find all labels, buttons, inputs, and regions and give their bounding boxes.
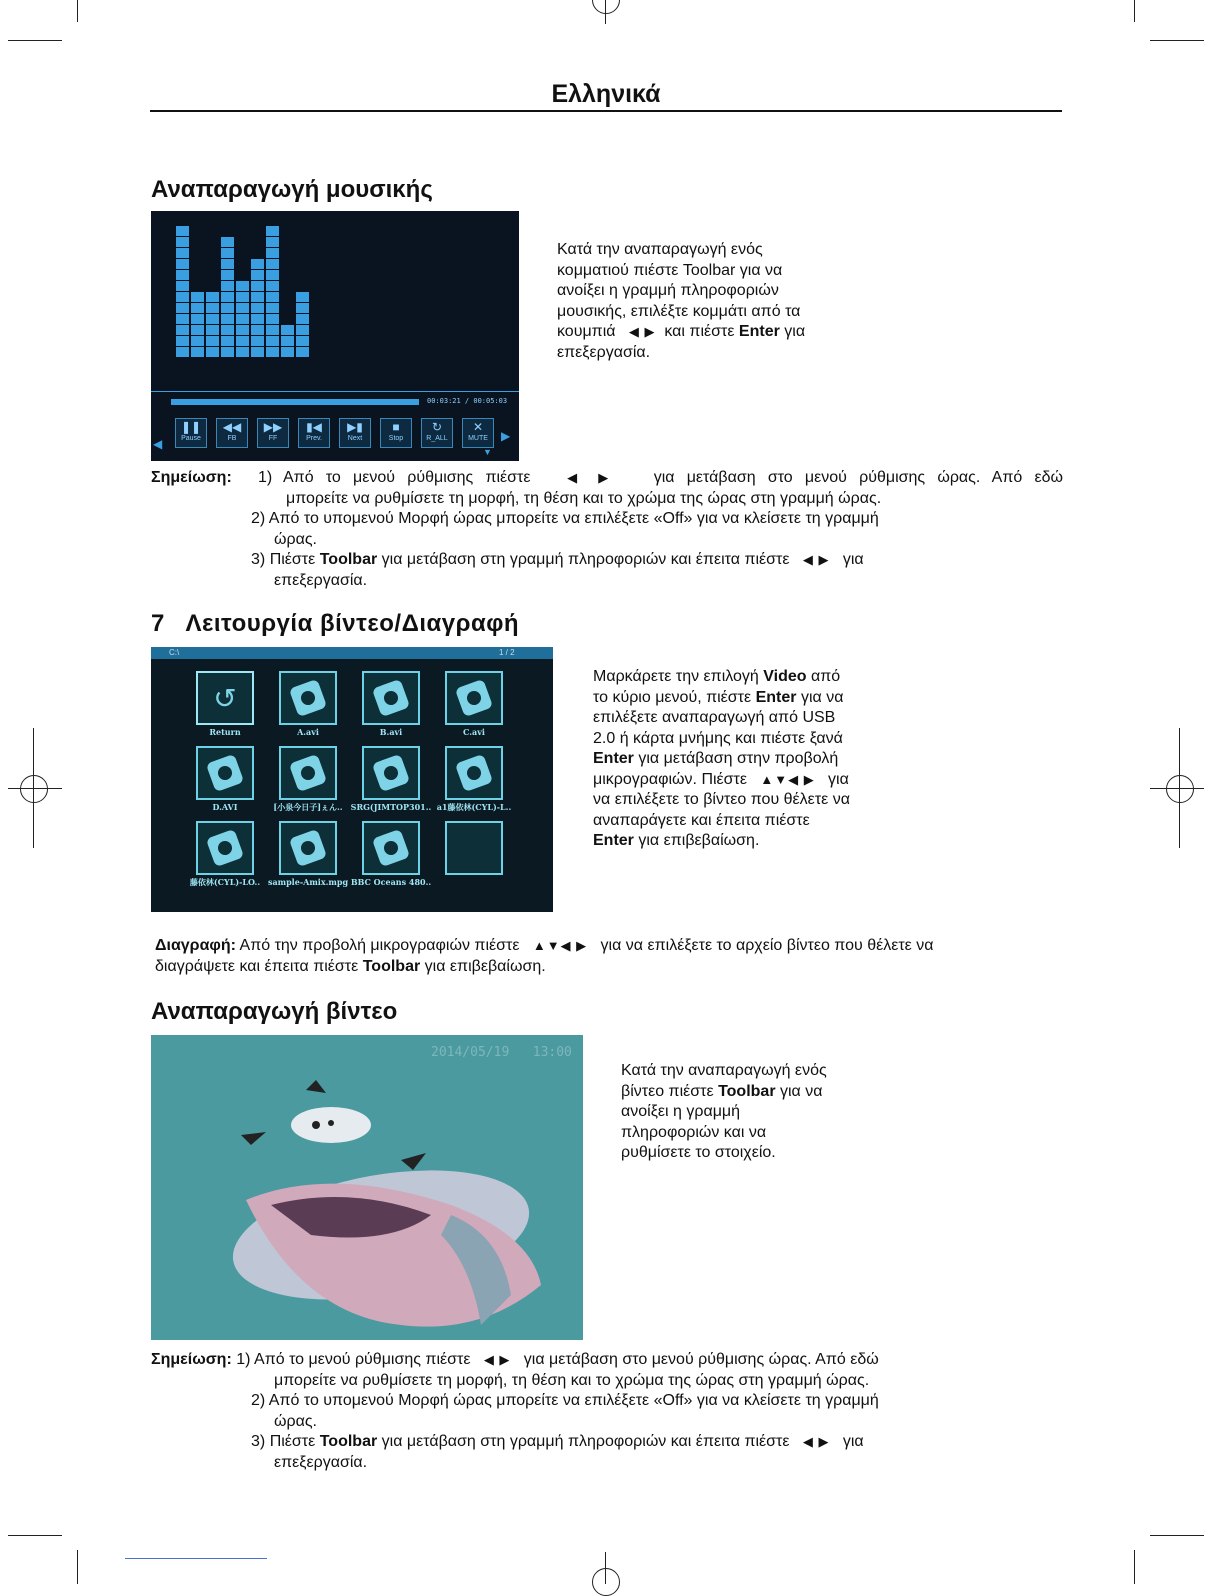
registration-mark xyxy=(605,1552,606,1584)
equalizer-block xyxy=(206,325,219,335)
equalizer-block xyxy=(206,303,219,313)
music-heading: Αναπαραγωγή μουσικής xyxy=(151,176,433,203)
equalizer-block xyxy=(191,314,204,324)
note-line xyxy=(155,936,1065,957)
video-thumbnail[interactable] xyxy=(196,746,254,800)
thumbnail-label: C.avi xyxy=(463,727,485,737)
toolbar-button[interactable] xyxy=(462,418,494,448)
text-fragment: για να xyxy=(780,1082,823,1100)
note-label: Σημείωση: xyxy=(151,1351,232,1368)
thumbnail-label: 藤依林(CYL)-LO.. xyxy=(189,877,261,887)
note-line: επεξεργασία. xyxy=(274,1453,368,1471)
toolbar-right-arrow-icon: ▶ xyxy=(501,429,511,443)
thumbnail-label: [小泉今日子]ぇん.. xyxy=(273,802,343,812)
equalizer-block xyxy=(221,237,234,247)
toolbar-button-icon: ▶▶ xyxy=(263,420,283,434)
text-fragment: κουμπιά xyxy=(557,323,616,340)
text-line xyxy=(593,688,923,709)
text-fragment: για μετάβαση στη γραμμή πληροφοριών και έπειτα πιέστε xyxy=(381,551,790,568)
toolbar-button-icon: ▶▮ xyxy=(347,420,363,434)
text-fragment: Από την προβολή μικρογραφιών πιέστε xyxy=(239,937,520,954)
text-fragment: Enter xyxy=(593,750,634,767)
footer-line xyxy=(125,1558,267,1559)
equalizer-block xyxy=(191,336,204,346)
equalizer-block xyxy=(296,314,309,324)
video-frame-image xyxy=(151,1035,583,1340)
text-line: 2.0 ή κάρτα μνήμης και πιέστε ξανά xyxy=(593,729,843,747)
text-line xyxy=(593,667,923,688)
toolbar-button-label: Pause xyxy=(181,435,201,442)
divider xyxy=(151,391,519,392)
film-reel-icon xyxy=(372,679,410,717)
equalizer-block xyxy=(191,325,204,335)
video-thumbnail[interactable] xyxy=(362,821,420,875)
equalizer-block xyxy=(281,336,294,346)
text-fragment: για μετάβαση στη γραμμή πληροφοριών και έπειτα πιέστε xyxy=(381,1433,790,1450)
equalizer-block xyxy=(296,303,309,313)
crop-mark xyxy=(8,1535,62,1536)
text-fragment: Enter xyxy=(738,323,780,340)
video-thumbnail[interactable] xyxy=(196,821,254,875)
film-reel-icon xyxy=(289,754,327,792)
thumbnail-label: BBC Oceans 480.. xyxy=(350,877,432,887)
crop-mark xyxy=(8,40,62,41)
header-rule xyxy=(150,110,1062,112)
toolbar-button[interactable] xyxy=(298,418,330,448)
equalizer-block xyxy=(266,248,279,258)
crop-mark xyxy=(1150,1535,1204,1536)
equalizer-block xyxy=(221,259,234,269)
text-line: Κατά την αναπαραγωγή ενός xyxy=(557,241,763,258)
equalizer-block xyxy=(236,281,249,291)
equalizer-block xyxy=(266,237,279,247)
toolbar-button-label: Next xyxy=(347,435,363,442)
equalizer-block xyxy=(251,314,264,324)
video-thumbnail[interactable] xyxy=(362,746,420,800)
text-line: κομματιού πιέστε Toolbar για να xyxy=(557,261,783,279)
return-thumbnail[interactable] xyxy=(196,671,254,725)
equalizer-block xyxy=(236,314,249,324)
time-readout: 00:03:21 / 00:05:03 xyxy=(427,397,508,405)
equalizer-block xyxy=(236,336,249,346)
video-play-description xyxy=(621,1061,921,1164)
text-fragment: διαγράψετε και έπειτα πιέστε xyxy=(155,957,359,975)
equalizer-block xyxy=(236,325,249,335)
toolbar-button-label: R_ALL xyxy=(426,435,448,442)
text-fragment: για να επιλέξετε το αρχείο βίντεο που θέλετε να xyxy=(600,937,934,954)
note-line: μπορείτε να ρυθμίσετε τη μορφή, τη θέση και το χρώμα της ώρας στη γραμμή ώρας. xyxy=(286,489,882,507)
note-number: 1) xyxy=(258,469,273,486)
page-header-title: Ελληνικά xyxy=(551,80,661,108)
text-fragment: Πιέστε xyxy=(269,551,316,568)
text-fragment: Enter xyxy=(593,832,634,849)
film-reel-icon xyxy=(206,754,244,792)
toolbar-button-icon: ❚❚ xyxy=(180,420,202,434)
crop-mark xyxy=(1134,1550,1135,1584)
text-fragment: για να xyxy=(800,688,844,706)
film-reel-icon xyxy=(206,829,244,867)
text-fragment: Enter xyxy=(755,688,797,706)
equalizer-block xyxy=(221,325,234,335)
text-line xyxy=(593,749,923,770)
thumbnail-label: a1藤依林(CYL)-L.. xyxy=(436,802,512,812)
note-line xyxy=(151,1432,1063,1453)
toolbar-button-label: FB xyxy=(227,435,237,442)
equalizer-block xyxy=(206,347,219,357)
progress-bar xyxy=(171,399,419,405)
toolbar-button-icon: ■ xyxy=(392,420,400,434)
toolbar-button[interactable] xyxy=(339,418,371,448)
text-fragment: μικρογραφιών. Πιέστε xyxy=(593,770,748,788)
text-line: να επιλέξετε το βίντεο που θέλετε να xyxy=(593,791,850,808)
left-right-arrows-icon: ◀ ▶ xyxy=(628,324,656,339)
note-text xyxy=(283,468,1063,489)
toolbar-button[interactable] xyxy=(421,418,453,448)
equalizer-block xyxy=(176,292,189,302)
equalizer-block xyxy=(266,303,279,313)
equalizer-block xyxy=(176,270,189,280)
text-fragment: βίντεο πιέστε xyxy=(621,1082,714,1100)
video-thumbnail[interactable] xyxy=(362,671,420,725)
equalizer-block xyxy=(176,248,189,258)
equalizer-block xyxy=(251,292,264,302)
note-line xyxy=(151,1391,1063,1412)
film-reel-icon xyxy=(455,754,493,792)
equalizer-block xyxy=(266,347,279,357)
registration-mark xyxy=(20,775,48,803)
note-number: 2) xyxy=(251,1392,266,1409)
equalizer-block xyxy=(266,314,279,324)
equalizer-block xyxy=(176,237,189,247)
text-line: επιλέξετε αναπαραγωγή από USB xyxy=(593,709,836,726)
equalizer-block xyxy=(176,281,189,291)
thumbnail-label: D.AVI xyxy=(212,802,238,812)
equalizer-block xyxy=(221,292,234,302)
film-reel-icon xyxy=(372,754,410,792)
equalizer-block xyxy=(206,314,219,324)
direction-arrows-icon: ▲▼◀ ▶ xyxy=(760,771,815,787)
equalizer-block xyxy=(191,292,204,302)
equalizer-block xyxy=(251,347,264,357)
thumbnail-label: B.avi xyxy=(379,727,403,737)
video-play-heading: Αναπαραγωγή βίντεο xyxy=(151,998,398,1025)
crop-mark xyxy=(1150,40,1204,41)
equalizer-block xyxy=(206,292,219,302)
registration-mark xyxy=(592,0,620,14)
text-line xyxy=(593,770,923,791)
toolbar-down-arrow-icon: ▼ xyxy=(483,447,492,457)
text-fragment: για μετάβαση στην προβολή xyxy=(638,750,839,767)
video-delete-heading: 7 Λειτουργία βίντεο/Διαγραφή xyxy=(151,610,520,637)
note-number: 3) xyxy=(251,551,266,568)
equalizer-block xyxy=(251,270,264,280)
note-number: 1) xyxy=(236,1351,251,1368)
text-line xyxy=(557,322,887,343)
equalizer-block xyxy=(176,314,189,324)
text-line: ρυθμίσετε το στοιχείο. xyxy=(621,1144,776,1161)
text-line: επεξεργασία. xyxy=(557,343,651,361)
note-label: Διαγραφή: xyxy=(155,937,236,954)
text-fragment: Πιέστε xyxy=(269,1433,316,1450)
equalizer-block xyxy=(266,270,279,280)
equalizer-bars xyxy=(176,219,336,359)
equalizer-block xyxy=(176,303,189,313)
text-line xyxy=(621,1082,921,1103)
timestamp-overlay: 2014/05/19 13:00 xyxy=(431,1045,572,1060)
registration-mark xyxy=(8,788,62,789)
equalizer-block xyxy=(251,336,264,346)
text-line: αναπαράγετε και έπειτα πιέστε xyxy=(593,811,810,829)
crop-mark xyxy=(77,1550,78,1584)
equalizer-block xyxy=(221,336,234,346)
equalizer-block xyxy=(266,226,279,236)
text-fragment: για xyxy=(828,770,849,788)
note-label: Σημείωση: xyxy=(151,469,232,486)
equalizer-block xyxy=(236,292,249,302)
note-number: 2) xyxy=(251,510,266,527)
text-fragment: για μετάβαση στο μενού ρύθμισης ώρας. Από εδώ xyxy=(653,469,1064,486)
text-fragment: Toolbar xyxy=(718,1082,776,1100)
toolbar-button-label: Prev. xyxy=(306,435,322,442)
toolbar-button[interactable] xyxy=(257,418,289,448)
equalizer-block xyxy=(176,259,189,269)
thumbnail-label: Return xyxy=(209,727,241,737)
text-fragment: για xyxy=(842,551,864,568)
toolbar-button[interactable] xyxy=(380,418,412,448)
video-playback-screenshot xyxy=(151,1035,583,1340)
music-player-screenshot xyxy=(151,211,519,461)
note-line xyxy=(151,468,1063,489)
equalizer-block xyxy=(176,347,189,357)
equalizer-block xyxy=(206,336,219,346)
note-line: ώρας. xyxy=(274,1412,317,1430)
text-fragment: Video xyxy=(763,668,807,685)
equalizer-block xyxy=(191,347,204,357)
equalizer-block xyxy=(251,259,264,269)
film-reel-icon xyxy=(372,829,410,867)
text-fragment: για xyxy=(842,1433,864,1450)
crop-mark xyxy=(77,0,78,22)
toolbar-button-label: MUTE xyxy=(468,435,488,442)
video-thumbnail[interactable] xyxy=(445,821,503,875)
screen-top-bar xyxy=(151,647,553,659)
video-thumbnail[interactable] xyxy=(445,746,503,800)
page-indicator: 1 / 2 xyxy=(499,648,515,657)
direction-arrows-icon: ▲▼◀ ▶ xyxy=(532,938,588,953)
equalizer-block xyxy=(266,336,279,346)
registration-mark xyxy=(1166,775,1194,803)
left-right-arrows-icon: ◀ ▶ xyxy=(567,470,618,485)
note-block xyxy=(151,1350,1063,1473)
text-line: πληροφοριών και να xyxy=(621,1123,767,1141)
note-line xyxy=(151,509,1063,530)
delete-note xyxy=(155,936,1065,977)
toolbar-button[interactable] xyxy=(175,418,207,448)
text-line xyxy=(593,831,923,852)
toolbar-button-icon: ↻ xyxy=(431,420,443,434)
equalizer-block xyxy=(281,347,294,357)
text-fragment: από xyxy=(811,668,841,685)
video-thumbnail[interactable] xyxy=(279,671,337,725)
video-thumbnail-screenshot xyxy=(151,647,553,912)
left-right-arrows-icon: ◀ ▶ xyxy=(802,552,830,567)
return-icon: ↺ xyxy=(213,682,237,714)
equalizer-block xyxy=(176,336,189,346)
equalizer-block xyxy=(296,292,309,302)
equalizer-block xyxy=(221,314,234,324)
thumbnail-label: sample-Amix.mpg xyxy=(267,877,349,887)
equalizer-block xyxy=(176,226,189,236)
toolbar-left-arrow-icon: ◀ xyxy=(153,437,163,451)
video-thumbnail[interactable] xyxy=(279,821,337,875)
video-thumbnail[interactable] xyxy=(279,746,337,800)
left-right-arrows-icon: ◀ ▶ xyxy=(483,1352,511,1367)
registration-mark xyxy=(592,1568,620,1596)
thumbnail-label: A.avi xyxy=(297,727,319,737)
equalizer-block xyxy=(266,259,279,269)
text-fragment: για επιβεβαίωση. xyxy=(638,832,760,849)
text-fragment: για xyxy=(784,323,806,340)
equalizer-block xyxy=(296,336,309,346)
text-fragment: και πιέστε xyxy=(664,323,735,340)
toolbar-button-label: FF xyxy=(268,435,278,442)
text-fragment: για μετάβαση στο μενού ρύθμισης ώρας. Από εδώ xyxy=(523,1351,879,1368)
toolbar-button-icon: ▮◀ xyxy=(306,420,322,434)
note-line xyxy=(155,957,1065,978)
note-text: Από το υπομενού Μορφή ώρας μπορείτε να επιλέξετε «Off» για να κλείσετε τη γραμμή xyxy=(268,1392,879,1409)
film-reel-icon xyxy=(455,679,493,717)
equalizer-block xyxy=(266,292,279,302)
equalizer-block xyxy=(251,281,264,291)
note-line: επεξεργασία. xyxy=(274,571,368,589)
toolbar-button[interactable] xyxy=(216,418,248,448)
equalizer-block xyxy=(266,281,279,291)
equalizer-block xyxy=(236,347,249,357)
equalizer-block xyxy=(221,281,234,291)
path-label: C:\ xyxy=(169,648,180,657)
equalizer-block xyxy=(176,325,189,335)
text-fragment: Toolbar xyxy=(319,551,378,568)
text-line: ανοίξει η γραμμή πληροφοριών xyxy=(557,282,779,299)
equalizer-block xyxy=(236,303,249,313)
video-thumbnail[interactable] xyxy=(445,671,503,725)
text-line: ανοίξει η γραμμή xyxy=(621,1103,741,1120)
note-number: 3) xyxy=(251,1433,266,1450)
left-right-arrows-icon: ◀ ▶ xyxy=(802,1434,830,1449)
registration-mark xyxy=(1150,788,1204,789)
equalizer-block xyxy=(281,325,294,335)
text-line: μουσικής, επιλέξτε κομμάτι από τα xyxy=(557,302,801,320)
text-fragment: Από το μενού ρύθμισης πιέστε xyxy=(283,469,531,486)
toolbar-button-icon: ◀◀ xyxy=(222,420,242,434)
equalizer-block xyxy=(221,303,234,313)
crop-mark xyxy=(1134,0,1135,22)
note-line xyxy=(151,1350,1063,1371)
note-line xyxy=(151,550,1063,571)
note-line: μπορείτε να ρυθμίσετε τη μορφή, τη θέση και το χρώμα της ώρας στη γραμμή ώρας. xyxy=(274,1371,870,1389)
text-fragment: το κύριο μενού, πιέστε xyxy=(593,688,752,706)
equalizer-block xyxy=(251,325,264,335)
video-delete-description xyxy=(593,667,923,852)
equalizer-block xyxy=(296,347,309,357)
equalizer-block xyxy=(296,325,309,335)
text-fragment: Toolbar xyxy=(319,1433,378,1450)
text-line: Κατά την αναπαραγωγή ενός xyxy=(621,1062,827,1079)
equalizer-block xyxy=(191,303,204,313)
thumbnail-label: SRG(JIMTOP301.. xyxy=(350,802,432,812)
registration-mark xyxy=(605,0,606,24)
note-line: ώρας. xyxy=(274,530,317,548)
equalizer-block xyxy=(221,248,234,258)
text-fragment: Από το μενού ρύθμισης πιέστε xyxy=(254,1351,471,1368)
text-fragment: Toolbar xyxy=(362,957,421,975)
note-text: Από το υπομενού Μορφή ώρας μπορείτε να επιλέξετε «Off» για να κλείσετε τη γραμμή xyxy=(268,510,879,527)
toolbar-button-label: Stop xyxy=(388,435,404,442)
equalizer-block xyxy=(221,347,234,357)
music-description xyxy=(557,240,887,363)
note-block xyxy=(151,468,1063,591)
equalizer-block xyxy=(251,303,264,313)
equalizer-block xyxy=(221,270,234,280)
film-reel-icon xyxy=(289,829,327,867)
text-fragment: Μαρκάρετε την επιλογή xyxy=(593,668,759,685)
film-reel-icon xyxy=(289,679,327,717)
equalizer-block xyxy=(266,325,279,335)
text-fragment: για επιβεβαίωση. xyxy=(424,957,546,975)
toolbar-button-icon: ✕ xyxy=(472,420,484,434)
